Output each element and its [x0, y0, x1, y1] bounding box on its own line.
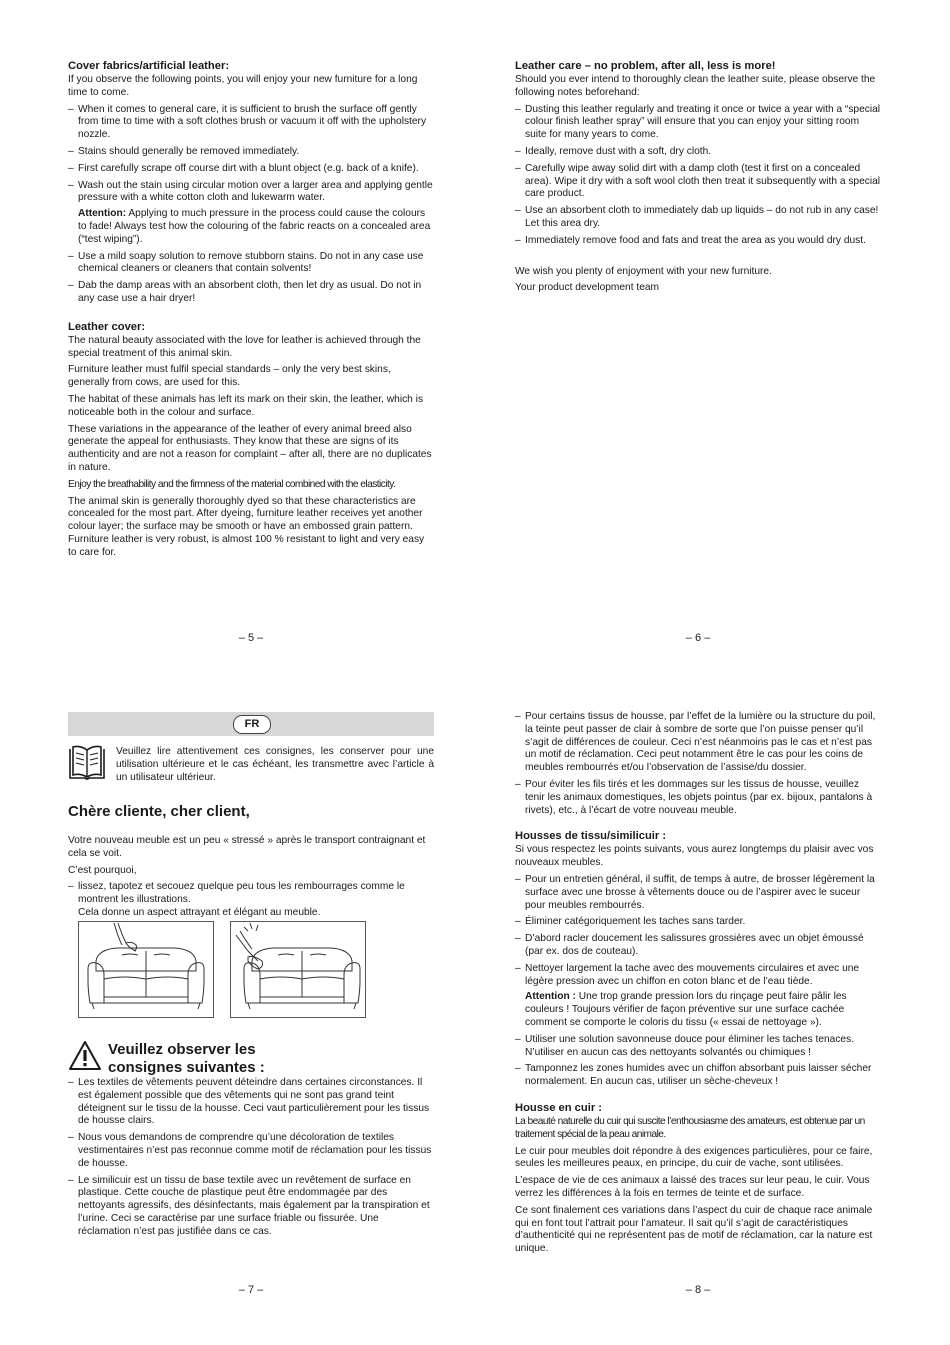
warning-column: [68, 1077, 434, 1243]
warning-title-line-1: Veuillez observer les: [108, 1041, 256, 1058]
list-item: – Les textiles de vêtements peuvent déteindre dans certaines circonstances. Il est également possible que des vêtements qui ne sont pas grand teint déteignent sur le tissu de la housse. Ceci vaut particulièrement pour les tissus de housse clairs.: [68, 1077, 434, 1128]
housses-intro: Si vous respectez les points suivants, vous aurez longtemps du plaisir avec vos nouveaux meubles.: [515, 844, 874, 869]
sofa-illustration-left: [78, 921, 214, 1018]
page-7-column: [68, 803, 434, 924]
cover-fabrics-heading: Cover fabrics/artificial leather:: [68, 60, 230, 72]
paragraph: These variations in the appearance of the leather of every animal breed also generate the appeal for enthusiasts. They know that these are signs of its authenticity and are not a reason for complaint – after all, there are no duplicates in nature.: [68, 423, 432, 473]
list-item-text: Wash out the stain using circular motion over a larger area and applying gentle pressure with a white cotton cloth and lukewarm water.: [78, 179, 433, 204]
page-number-8: – 8 –: [685, 1284, 711, 1296]
sofa-illustration-right: [230, 921, 366, 1018]
page-number-7: – 7 –: [238, 1284, 264, 1296]
paragraph: Furniture leather must fulfil special standards – only the very best skins, generally from cows, are used for this.: [68, 364, 391, 389]
cuir-heading: Housse en cuir :: [515, 1101, 603, 1114]
paragraph: Enjoy the breathability and the firmness of the material combined with the elasticity.: [68, 478, 396, 490]
list-item: [68, 180, 434, 247]
list-item: – Éliminer catégoriquement les taches sans tarder.: [515, 916, 881, 929]
page-5-column: [68, 59, 434, 564]
list-item: – Stains should generally be removed immediately.: [68, 146, 434, 159]
list-item: – Use a mild soapy solution to remove stubborn stains. Do not in any case use chemical cleaners or cleaners that contain solvents!: [68, 251, 434, 277]
list-item: – When it comes to general care, it is sufficient to brush the surface off gently from time to time with a soft clothes brush or vacuum it off with the upholstery nozzle.: [68, 104, 434, 142]
warning-icon: [68, 1040, 102, 1071]
paragraph: Ce sont finalement ces variations dans l’aspect du cuir de chaque race animale qui en font tout l’attrait pour l’amateur. Il sait qu’il s’agit de caractéristiques d’authenticité qui ne représentent pas de motif de réclamation, car la nature est unique.: [515, 1204, 873, 1255]
list-item: – First carefully scrape off course dirt with a blunt object (e.g. back of a knife).: [68, 163, 434, 176]
paragraph: Le cuir pour meubles doit répondre à des exigences particulières, pour ce faire, seules les meilleures peaux, en principe, du cuir de vache, sont utilisées.: [515, 1145, 873, 1170]
instruction-list: [68, 881, 434, 919]
page-number-5: – 5 –: [238, 632, 264, 644]
list-item-sub: Cela donne un aspect attrayant et élégant au meuble.: [78, 906, 321, 918]
list-item: – Use an absorbent cloth to immediately dab up liquids – do not rub in any case! Let this area dry.: [515, 205, 881, 231]
language-badge: FR: [233, 715, 271, 734]
cover-fabrics-intro: If you observe the following points, you will enjoy your new furniture for a long time to come.: [68, 74, 418, 98]
leather-cover-heading: Leather cover:: [68, 320, 146, 333]
attention-text: Applying to much pressure in the process could cause the colours to fade! Always test how the colouring of the fabric reacts on a concealed area (“test wiping”).: [78, 208, 431, 245]
manual-note: Veuillez lire attentivement ces consignes, les conserver pour une utilisation ultérieure et le cas échéant, les transmettre avec l’article à un utilisateur ultérieur.: [116, 746, 434, 783]
list-item: – Dusting this leather regularly and treating it once or twice a year with a “special colour finish leather spray” will ensure that you can enjoy your sitting room suite for many years to come.: [515, 104, 881, 142]
housses-list: [515, 874, 881, 1089]
leather-care-heading: Leather care – no problem, after all, less is more!: [515, 60, 776, 72]
list-item-text: lissez, tapotez et secouez quelque peu tous les rembourrages comme le montrent les illustrations.: [78, 881, 405, 906]
paragraph: The animal skin is generally thoroughly dyed so that these characteristics are concealed for the most part. After dyeing, furniture leather receives yet another colour layer; the surface may be smooth or have an embossed grain pattern. Furniture leather is very robust, is almost 100 % resistant to light and very easy to care for.: [68, 495, 425, 558]
list-item: – Le similicuir est un tissu de base textile avec un revêtement de surface en plastique. Cette couche de plastique peut être endommagée par des nettoyants agressifs, des désinfectants, mais également par la transpiration et l’urine. Ceci se caractérise par une surface friable ou fissurée. Une réclamation n’est pas justifiée dans ce cas.: [68, 1175, 434, 1239]
cover-fabrics-list: [68, 104, 434, 306]
list-item: – Ideally, remove dust with a soft, dry cloth.: [515, 146, 881, 159]
attention-label: Attention:: [78, 208, 127, 220]
leather-care-list: [515, 104, 881, 248]
list-item: [515, 963, 881, 1030]
list-item: – Pour certains tissus de housse, par l’effet de la lumière ou la structure du poil, la teinte peut passer de clair à sombre de sorte que l’on puisse penser qu’il s’agit de différences de couleur. Ceci n’est néanmoins pas le cas et n’est pas un motif de réclamation. Ceci peut notamment être le cas pour les coins de meubles rembourrés et/ou l’observation de l’assise/du dossier.: [515, 711, 881, 775]
signoff-text: Your product development team: [515, 282, 660, 294]
list-item: – D’abord racler doucement les salissures grossières avec un objet émoussé (par ex. dos de couteau).: [515, 933, 881, 959]
page-8-column: [515, 711, 881, 1260]
closing-text: We wish you plenty of enjoyment with your new furniture.: [515, 265, 772, 277]
greeting-heading: Chère cliente, cher client,: [68, 803, 250, 820]
list-item: – Pour un entretien général, il suffit, de temps à autre, de brosser légèrement la surface avec une brosse à vêtements douce ou de l’aspirer avec le suceur pour meubles rembourrés.: [515, 874, 881, 912]
paragraph: La beauté naturelle du cuir qui suscite l’enthousiasme des amateurs, est obtenue par un traitement spécial de la peau animale.: [515, 1115, 865, 1140]
attention-label: Attention :: [525, 991, 576, 1003]
list-item: [68, 881, 434, 919]
warning-title-line-2: consignes suivantes :: [108, 1059, 265, 1076]
fabric-notes-list: [515, 711, 881, 817]
page-number-6: – 6 –: [685, 632, 711, 644]
list-item-text: Nettoyer largement la tache avec des mouvements circulaires et avec une légère pression avec un chiffon en coton blanc et de l’eau tiède.: [525, 962, 860, 987]
paragraph: L’espace de vie de ces animaux a laissé des traces sur leur peau, le cuir. Vous verrez les différences à la fois en termes de teinte et de surface.: [515, 1175, 870, 1199]
list-item: – Dab the damp areas with an absorbent cloth, then let dry as usual. Do not in any case use a hair dryer!: [68, 280, 434, 306]
list-item: – Immediately remove food and fats and treat the area as you would dry dust.: [515, 235, 881, 248]
list-item: – Utiliser une solution savonneuse douce pour éliminer les taches tenaces. N’utiliser en aucun cas des nettoyants solvantés ou chimiques !: [515, 1034, 881, 1060]
housses-heading: Housses de tissu/similicuir :: [515, 830, 667, 843]
warning-heading: [108, 1041, 428, 1077]
attention-note: [78, 208, 434, 246]
page-6-column: [515, 59, 881, 299]
paragraph: The habitat of these animals has left its mark on their skin, the leather, which is noticeable both in the colour and surface.: [68, 393, 424, 418]
leather-care-intro: Should you ever intend to thoroughly clean the leather suite, please observe the following notes beforehand:: [515, 74, 876, 98]
attention-text: Une trop grande pression lors du rinçage peut faire pâlir les couleurs ! Toujours vérifier de façon préventive sur une surface cachée comment se comporte le coloris du tissu (« essai de nettoyage »).: [525, 991, 847, 1028]
list-item: – Pour éviter les fils tirés et les dommages sur les tissus de housse, veuillez tenir les animaux domestiques, les objets pointus (par ex. bijoux, pantalons à rivets), etc., à l’écart de votre nouveau meuble.: [515, 779, 881, 817]
paragraph: The natural beauty associated with the love for leather is achieved through the special treatment of this animal skin.: [68, 334, 421, 359]
book-icon: [68, 745, 106, 781]
warning-list: [68, 1077, 434, 1239]
list-item: – Tamponnez les zones humides avec un chiffon absorbant puis laisser sécher normalement. En aucun cas, utiliser un sèche-cheveux !: [515, 1063, 881, 1089]
paragraph: C’est pourquoi,: [68, 864, 137, 876]
list-item: – Nous vous demandons de comprendre qu’une décoloration de textiles vestimentaires n’est pas reconnue comme motif de réclamation pour les tissus de housse.: [68, 1132, 434, 1170]
paragraph: Votre nouveau meuble est un peu « stressé » après le transport contraignant et cela se voit.: [68, 835, 426, 859]
list-item: – Carefully wipe away solid dirt with a damp cloth (test it first on a concealed area). Wipe it dry with a soft wool cloth then treat it subsequently with a special care product.: [515, 163, 881, 201]
attention-note: [525, 991, 881, 1029]
